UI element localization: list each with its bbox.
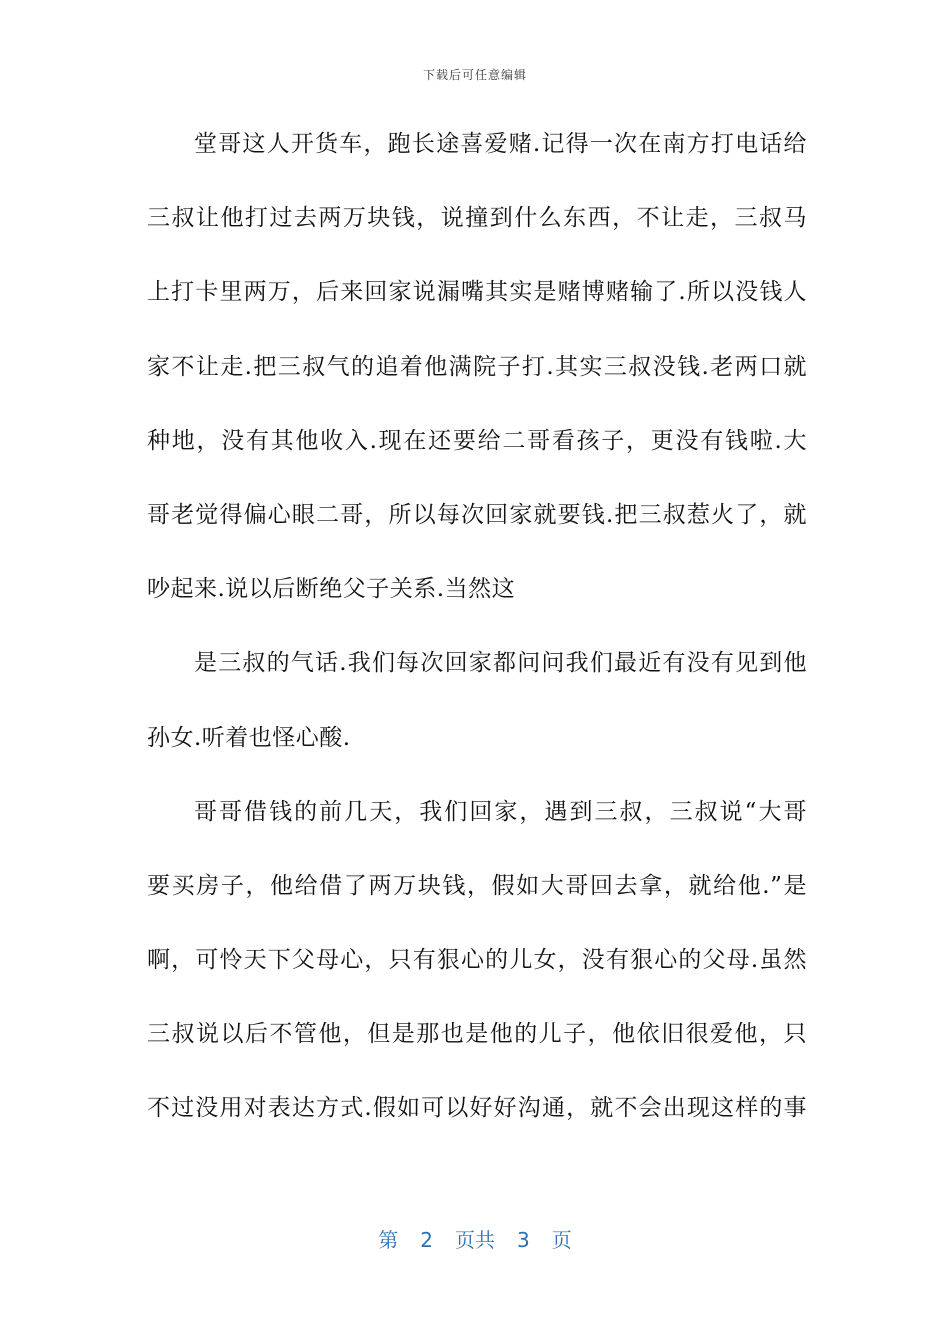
text-line-9: 孙女.听着也怪心酸. [147,724,351,751]
footer-suffix: 页 [551,1228,572,1252]
text-line-3: 上打卡里两万，后来回家说漏嘴其实是赌博赌输了.所以没钱人 [147,279,807,306]
text-line-12: 啊，可怜天下父母心，只有狠心的儿女，没有狠心的父母.虽然 [147,947,807,974]
text-line-2: 三叔让他打过去两万块钱，说撞到什么东西，不让走，三叔马 [147,205,807,232]
footer-middle: 页共 [455,1228,495,1252]
text-line-5: 种地，没有其他收入.现在还要给二哥看孩子，更没有钱啦.大 [147,427,807,454]
text-line-8: 是三叔的气话.我们每次回家都问问我们最近有没有见到他 [194,650,807,677]
body-text [147,122,807,1161]
footer-current-page: 2 [420,1228,433,1252]
text-line-1: 堂哥这人开货车，跑长途喜爱赌.记得一次在南方打电话给 [194,131,807,157]
text-line-14: 不过没用对表达方式.假如可以好好沟通，就不会出现这样的事 [147,1095,807,1122]
footer-prefix: 第 [378,1228,399,1252]
text-line-11: 要买房子，他给借了两万块钱，假如大哥回去拿，就给他.”是 [147,872,807,899]
text-line-10: 哥哥借钱的前几天，我们回家，遇到三叔，三叔说“大哥 [194,798,807,825]
text-line-6: 哥老觉得偏心眼二哥，所以每次回家就要钱.把三叔惹火了，就 [147,501,807,528]
text-line-4: 家不让走.把三叔气的追着他满院子打.其实三叔没钱.老两口就 [147,353,807,380]
text-line-13: 三叔说以后不管他，但是那也是他的儿子，他依旧很爱他，只 [147,1021,807,1048]
footer-total-pages: 3 [517,1228,530,1252]
text-line-7: 吵起来.说以后断绝父子关系.当然这 [147,576,516,603]
header-note: 下载后可任意编辑 [422,68,527,82]
page-footer [0,1224,950,1253]
